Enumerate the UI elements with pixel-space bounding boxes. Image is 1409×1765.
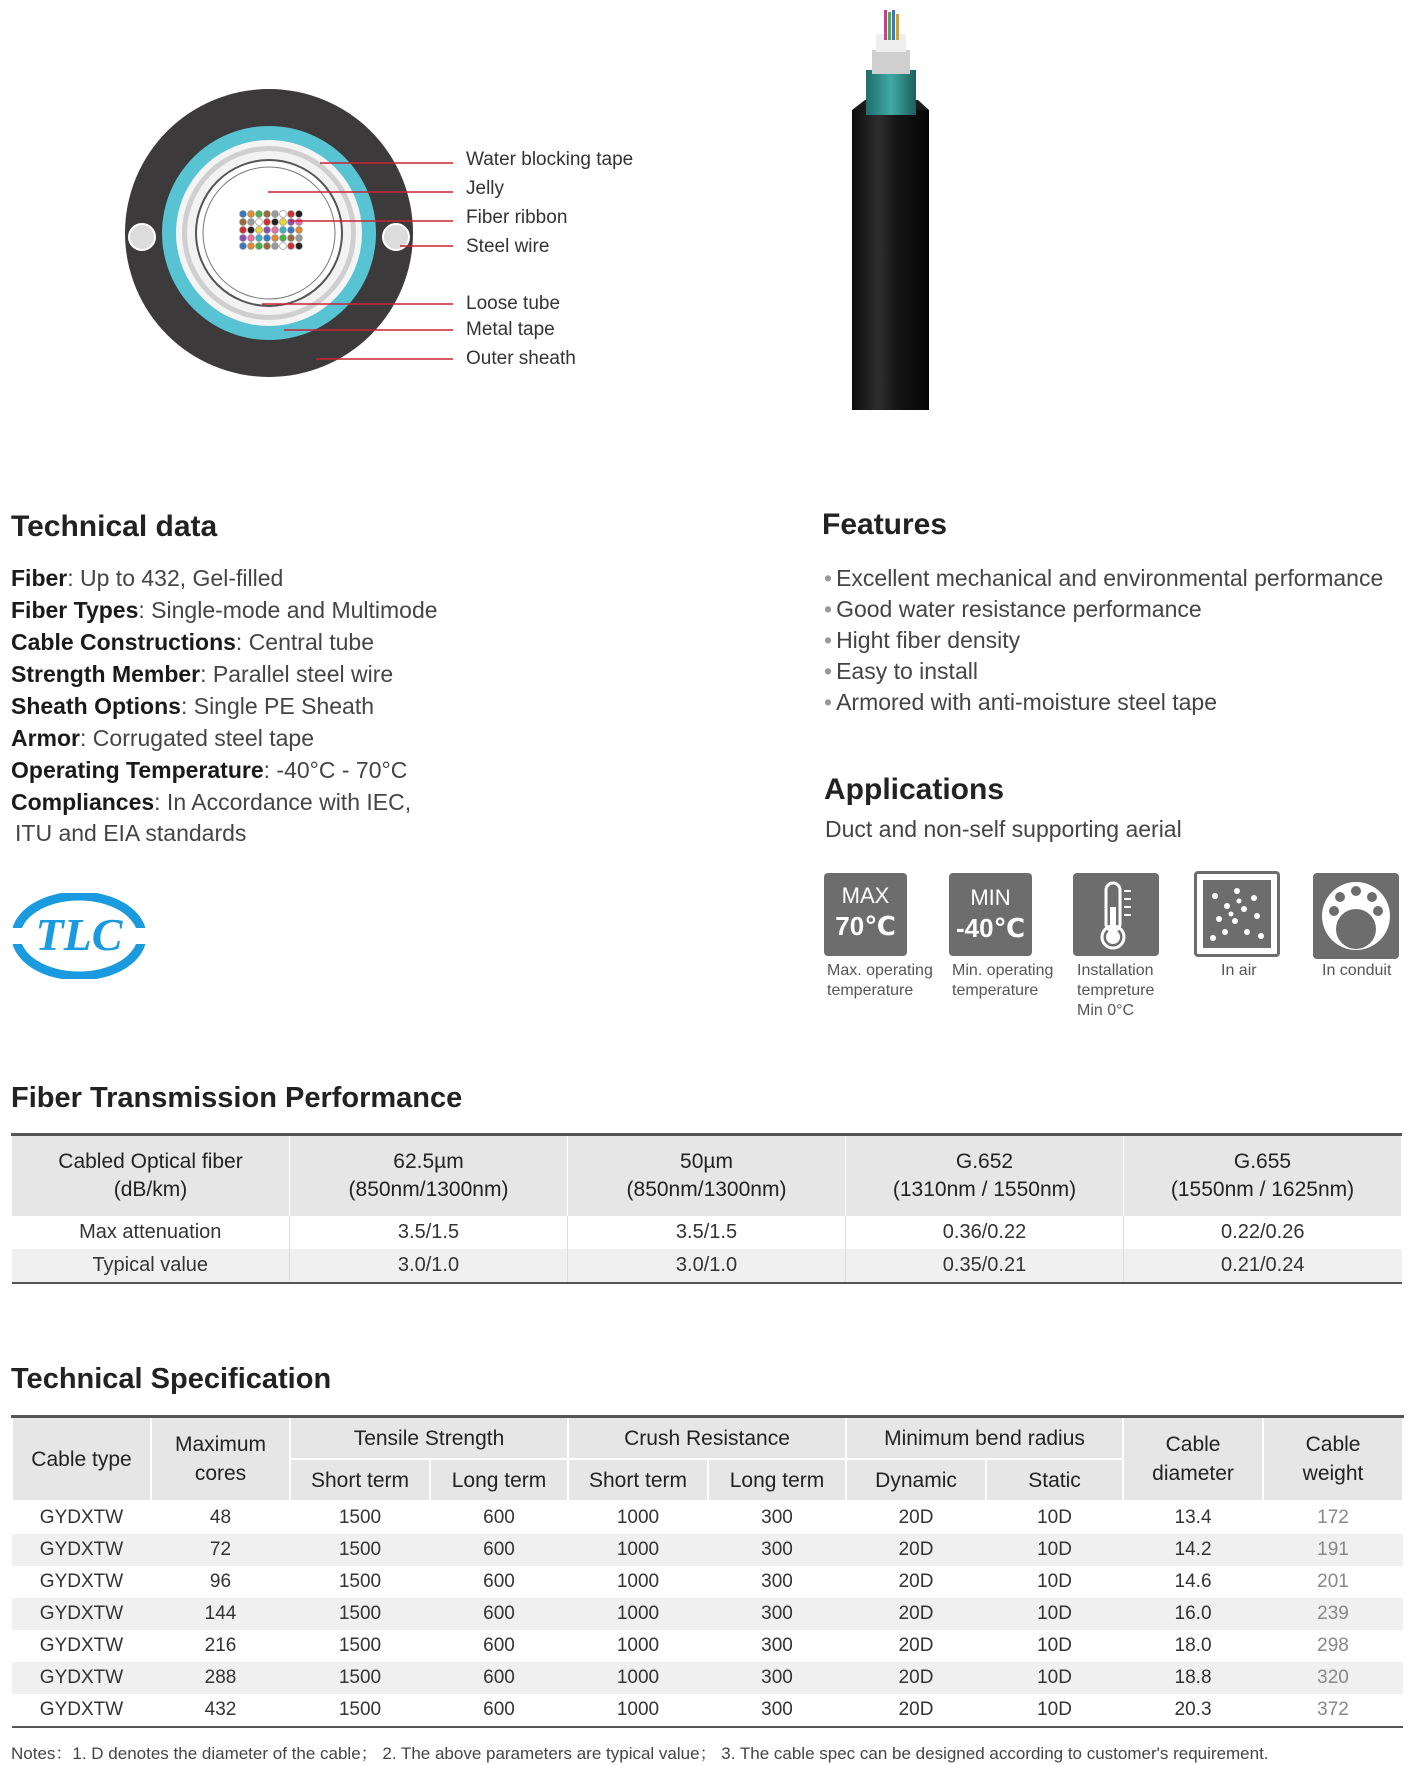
technical-data-item [11, 789, 411, 816]
table-cell: 18.8 [1123, 1662, 1263, 1694]
feature-item [824, 596, 1202, 623]
table-row [12, 1216, 1402, 1249]
performance-header-cell: 50µm (850nm/1300nm) [568, 1135, 846, 1217]
table-cell: 600 [483, 1571, 515, 1592]
table-cell: 1000 [616, 1635, 660, 1656]
bullet-icon: • [824, 627, 833, 653]
table-cell: 18.0 [1174, 1635, 1212, 1656]
table-cell: 1500 [290, 1598, 430, 1630]
table-cell: 10D [986, 1598, 1123, 1630]
spec-header-crush-short: Short term [568, 1459, 708, 1501]
fiber-dot [264, 227, 271, 234]
fiber-dot [288, 211, 295, 218]
technical-data-key: Operating Temperature [11, 757, 264, 783]
table-row [12, 1534, 1403, 1566]
table-cell: 72 [151, 1534, 290, 1566]
min-icon-label: MIN [970, 885, 1011, 910]
fiber-dot [280, 211, 287, 218]
specification-title: Technical Specification [11, 1363, 332, 1395]
technical-data-item [11, 757, 407, 784]
spec-header-tensile: Tensile Strength [290, 1417, 568, 1460]
max-temp-icon [824, 873, 907, 956]
fiber-dot [296, 227, 303, 234]
compliances-continuation: ITU and EIA standards [15, 820, 247, 846]
fiber-dot [264, 219, 271, 226]
table-cell: 10D [1037, 1699, 1072, 1720]
fiber-dot [248, 235, 255, 242]
table-cell: 1500 [290, 1662, 430, 1694]
table-cell: Typical value [12, 1249, 290, 1283]
fiber-dot [288, 219, 295, 226]
applications-title: Applications [824, 773, 1005, 806]
table-row [12, 1501, 1403, 1534]
fiber-dot [296, 235, 303, 242]
technical-data-value: : Up to 432, Gel-filled [67, 565, 284, 591]
performance-table [11, 1133, 1402, 1284]
performance-title: Fiber Transmission Performance [11, 1082, 463, 1114]
table-cell: 0.36/0.22 [846, 1216, 1124, 1249]
notes: Notes：1. D denotes the diameter of the cable； 2. The above parameters are typical value； 3. The cable spec can be designed according to customer's requirement. [11, 1744, 1269, 1763]
table-row [12, 1694, 1403, 1727]
fiber-dot [240, 243, 247, 250]
legend-steel-wire: Steel wire [466, 236, 550, 257]
technical-data-item [11, 565, 283, 592]
table-cell: 10D [1037, 1635, 1072, 1656]
table-cell: 10D [1037, 1507, 1072, 1528]
feature-item [824, 565, 1383, 592]
bullet-icon: • [824, 658, 833, 684]
fiber-dot [256, 219, 263, 226]
technical-data-value: : Single-mode and Multimode [138, 597, 438, 623]
table-cell: 320 [1263, 1662, 1403, 1694]
max-icon-value: 70℃ [835, 911, 896, 941]
fiber-dot [296, 243, 303, 250]
fiber-dot [240, 235, 247, 242]
technical-data-value: : Corrugated steel tape [80, 725, 314, 751]
max-icon-label: MAX [841, 883, 890, 908]
fiber-dot [256, 235, 263, 242]
bullet-icon: • [824, 596, 833, 622]
fiber-dot [248, 219, 255, 226]
table-cell: GYDXTW [12, 1662, 151, 1694]
fiber-dot [240, 219, 247, 226]
fiber-dot [240, 211, 247, 218]
table-cell: 1500 [338, 1635, 382, 1656]
table-cell: 600 [430, 1662, 568, 1694]
min-icon-value: -40℃ [955, 913, 1026, 943]
table-cell: 20.3 [1174, 1699, 1212, 1720]
thermometer-icon-caption: Installation tempreture Min 0°C [1077, 962, 1155, 1019]
technical-data-value: : -40°C - 70°C [263, 757, 408, 783]
table-cell: GYDXTW [39, 1571, 124, 1592]
table-cell: 20D [898, 1699, 934, 1720]
table-cell: 600 [430, 1534, 568, 1566]
table-cell: 1500 [290, 1534, 430, 1566]
min-temp-icon [949, 873, 1032, 956]
table-cell: 1000 [616, 1507, 660, 1528]
table-cell: 14.6 [1174, 1571, 1212, 1592]
tlc-logo [12, 893, 147, 979]
spec-header-diameter: Cable diameter [1123, 1417, 1263, 1502]
spec-header-weight: Cable weight [1263, 1417, 1403, 1502]
table-cell: 0.35/0.21 [846, 1249, 1124, 1283]
performance-header-cell: 62.5µm (850nm/1300nm) [290, 1135, 568, 1217]
table-cell: 1500 [338, 1699, 382, 1720]
spec-header-crush-long: Long term [708, 1459, 846, 1501]
fiber-dot [272, 235, 279, 242]
table-cell: 300 [761, 1507, 793, 1528]
technical-data-key: Fiber [11, 565, 68, 591]
fiber-dot [272, 227, 279, 234]
table-row [12, 1566, 1403, 1598]
spec-header-row-1 [12, 1417, 1403, 1460]
table-cell: 600 [483, 1507, 515, 1528]
feature-item [824, 658, 978, 685]
table-cell: 3.5/1.5 [290, 1216, 568, 1249]
in-conduit-caption: In conduit [1322, 962, 1392, 979]
table-cell: 191 [1263, 1534, 1403, 1566]
fiber-dot [288, 235, 295, 242]
table-cell: 14.2 [1123, 1534, 1263, 1566]
technical-data-item [11, 629, 374, 656]
spec-header-max-cores: Maximum cores [151, 1417, 290, 1502]
table-row [12, 1249, 1402, 1283]
fiber-dot [280, 219, 287, 226]
technical-data-value: : In Accordance with IEC, [154, 789, 412, 815]
table-cell: 300 [708, 1662, 846, 1694]
table-cell: 1000 [568, 1662, 708, 1694]
fiber-dot [264, 211, 271, 218]
spec-header-cable-type: Cable type [12, 1417, 151, 1502]
fiber-dot [296, 211, 303, 218]
legend-loose-tube: Loose tube [466, 293, 561, 314]
fiber-dot [296, 219, 303, 226]
table-cell: 20D [846, 1662, 986, 1694]
table-row [12, 1630, 1403, 1662]
fiber-dot [256, 211, 263, 218]
fiber-dot [248, 243, 255, 250]
technical-data-value: : Parallel steel wire [200, 661, 394, 687]
table-cell: 600 [430, 1598, 568, 1630]
technical-data-key: Strength Member [11, 661, 201, 687]
feature-text: Excellent mechanical and environmental performance [836, 565, 1384, 591]
table-cell: 0.21/0.24 [1124, 1249, 1402, 1283]
technical-data-key: Sheath Options [11, 693, 181, 719]
table-cell: 20D [846, 1534, 986, 1566]
table-cell: 13.4 [1174, 1507, 1212, 1528]
technical-data-item [11, 597, 438, 624]
table-cell: 20D [846, 1598, 986, 1630]
legend-fiber-ribbon: Fiber ribbon [466, 207, 568, 228]
fiber-dot [272, 211, 279, 218]
table-cell: 298 [1317, 1635, 1349, 1656]
table-row [12, 1662, 1403, 1694]
fiber-dot [248, 227, 255, 234]
legend-jelly: Jelly [466, 178, 505, 199]
fiber-dot [288, 227, 295, 234]
fiber-dot [256, 243, 263, 250]
table-cell: 201 [1317, 1571, 1349, 1592]
max-icon-caption: Max. operating temperature [827, 962, 933, 999]
bullet-icon: • [824, 689, 833, 715]
feature-item [824, 689, 1217, 716]
table-cell: 300 [761, 1571, 793, 1592]
table-cell: 1000 [616, 1571, 660, 1592]
legend-metal-tape: Metal tape [466, 319, 555, 340]
fiber-dot [264, 235, 271, 242]
technical-data-item [11, 661, 393, 688]
table-cell: 3.0/1.0 [568, 1249, 846, 1283]
fiber-dot [272, 243, 279, 250]
table-cell: GYDXTW [39, 1507, 124, 1528]
fiber-dot [288, 243, 295, 250]
table-cell: 239 [1263, 1598, 1403, 1630]
table-cell: 96 [209, 1571, 232, 1592]
spec-header-tensile-short: Short term [290, 1459, 430, 1501]
fiber-dot [256, 227, 263, 234]
cable-cross-section-diagram [0, 0, 720, 420]
table-cell: 1500 [338, 1571, 382, 1592]
technical-data-key: Compliances [11, 789, 155, 815]
technical-data-title: Technical data [11, 510, 218, 543]
fiber-dot [280, 235, 287, 242]
specification-table [11, 1415, 1404, 1728]
table-row [12, 1598, 1403, 1630]
spec-header-static: Static [986, 1459, 1123, 1501]
bullet-icon: • [824, 565, 833, 591]
technical-data-item [11, 725, 314, 752]
table-cell: Max attenuation [79, 1221, 222, 1243]
legend-outer-sheath: Outer sheath [466, 348, 576, 369]
table-cell: 216 [204, 1635, 237, 1656]
spec-header-bend: Minimum bend radius [846, 1417, 1123, 1460]
table-cell: 1000 [616, 1699, 660, 1720]
table-cell: 16.0 [1123, 1598, 1263, 1630]
table-cell: 288 [151, 1662, 290, 1694]
table-cell: 600 [483, 1699, 515, 1720]
table-cell: GYDXTW [39, 1699, 124, 1720]
feature-text: Good water resistance performance [836, 596, 1202, 622]
table-cell: 144 [151, 1598, 290, 1630]
table-cell: GYDXTW [39, 1635, 124, 1656]
table-cell: 432 [204, 1699, 237, 1720]
feature-text: Armored with anti-moisture steel tape [836, 689, 1217, 715]
table-cell: 0.22/0.26 [1124, 1216, 1402, 1249]
legend-water-blocking-tape: Water blocking tape [466, 149, 634, 170]
table-cell: 20D [898, 1635, 934, 1656]
table-cell: 300 [761, 1635, 793, 1656]
technical-data-key: Fiber Types [11, 597, 139, 623]
feature-text: Hight fiber density [836, 627, 1021, 653]
in-air-icon [1194, 871, 1280, 957]
in-air-caption: In air [1221, 962, 1257, 979]
technical-data-value: : Single PE Sheath [180, 693, 375, 719]
table-cell: 1000 [568, 1534, 708, 1566]
table-cell: 10D [986, 1662, 1123, 1694]
performance-header-cell: Cabled Optical fiber (dB/km) [12, 1135, 290, 1217]
table-cell: 1500 [338, 1507, 382, 1528]
spec-header-crush: Crush Resistance [568, 1417, 846, 1460]
table-cell: 372 [1317, 1699, 1349, 1720]
fiber-dot [240, 227, 247, 234]
table-cell: GYDXTW [12, 1598, 151, 1630]
table-cell: 10D [1037, 1571, 1072, 1592]
technical-data-key: Armor [11, 725, 81, 751]
feature-text: Easy to install [836, 658, 978, 684]
table-cell: 300 [761, 1699, 793, 1720]
features-title: Features [822, 508, 948, 541]
thermometer-icon [1073, 873, 1159, 956]
table-cell: 300 [708, 1534, 846, 1566]
fiber-dot [280, 243, 287, 250]
table-cell: 10D [986, 1534, 1123, 1566]
table-cell: GYDXTW [12, 1534, 151, 1566]
table-cell: 172 [1317, 1507, 1349, 1528]
table-cell: 3.0/1.0 [290, 1249, 568, 1283]
fiber-dot [280, 227, 287, 234]
min-icon-caption: Min. operating temperature [952, 962, 1054, 999]
cable-photo [840, 0, 950, 420]
applications-text: Duct and non-self supporting aerial [825, 816, 1182, 842]
table-cell: 20D [898, 1507, 934, 1528]
table-cell: 1000 [568, 1598, 708, 1630]
fiber-dot [248, 211, 255, 218]
spec-header-dynamic: Dynamic [846, 1459, 986, 1501]
performance-header-cell: G.652 (1310nm / 1550nm) [846, 1135, 1124, 1217]
technical-data-item [11, 693, 374, 720]
logo-text: TLC [35, 909, 123, 960]
table-cell: 48 [209, 1507, 232, 1528]
in-conduit-icon [1313, 873, 1399, 959]
table-cell: 20D [898, 1571, 934, 1592]
technical-data-value: : Central tube [235, 629, 375, 655]
fiber-dot [264, 243, 271, 250]
table-cell: 600 [483, 1635, 515, 1656]
table-cell: 300 [708, 1598, 846, 1630]
performance-header-row [12, 1135, 1402, 1217]
performance-header-cell: G.655 (1550nm / 1625nm) [1124, 1135, 1402, 1217]
feature-item [824, 627, 1020, 654]
spec-header-tensile-long: Long term [430, 1459, 568, 1501]
fiber-dot [272, 219, 279, 226]
table-cell: 3.5/1.5 [568, 1216, 846, 1249]
technical-data-key: Cable Constructions [11, 629, 236, 655]
